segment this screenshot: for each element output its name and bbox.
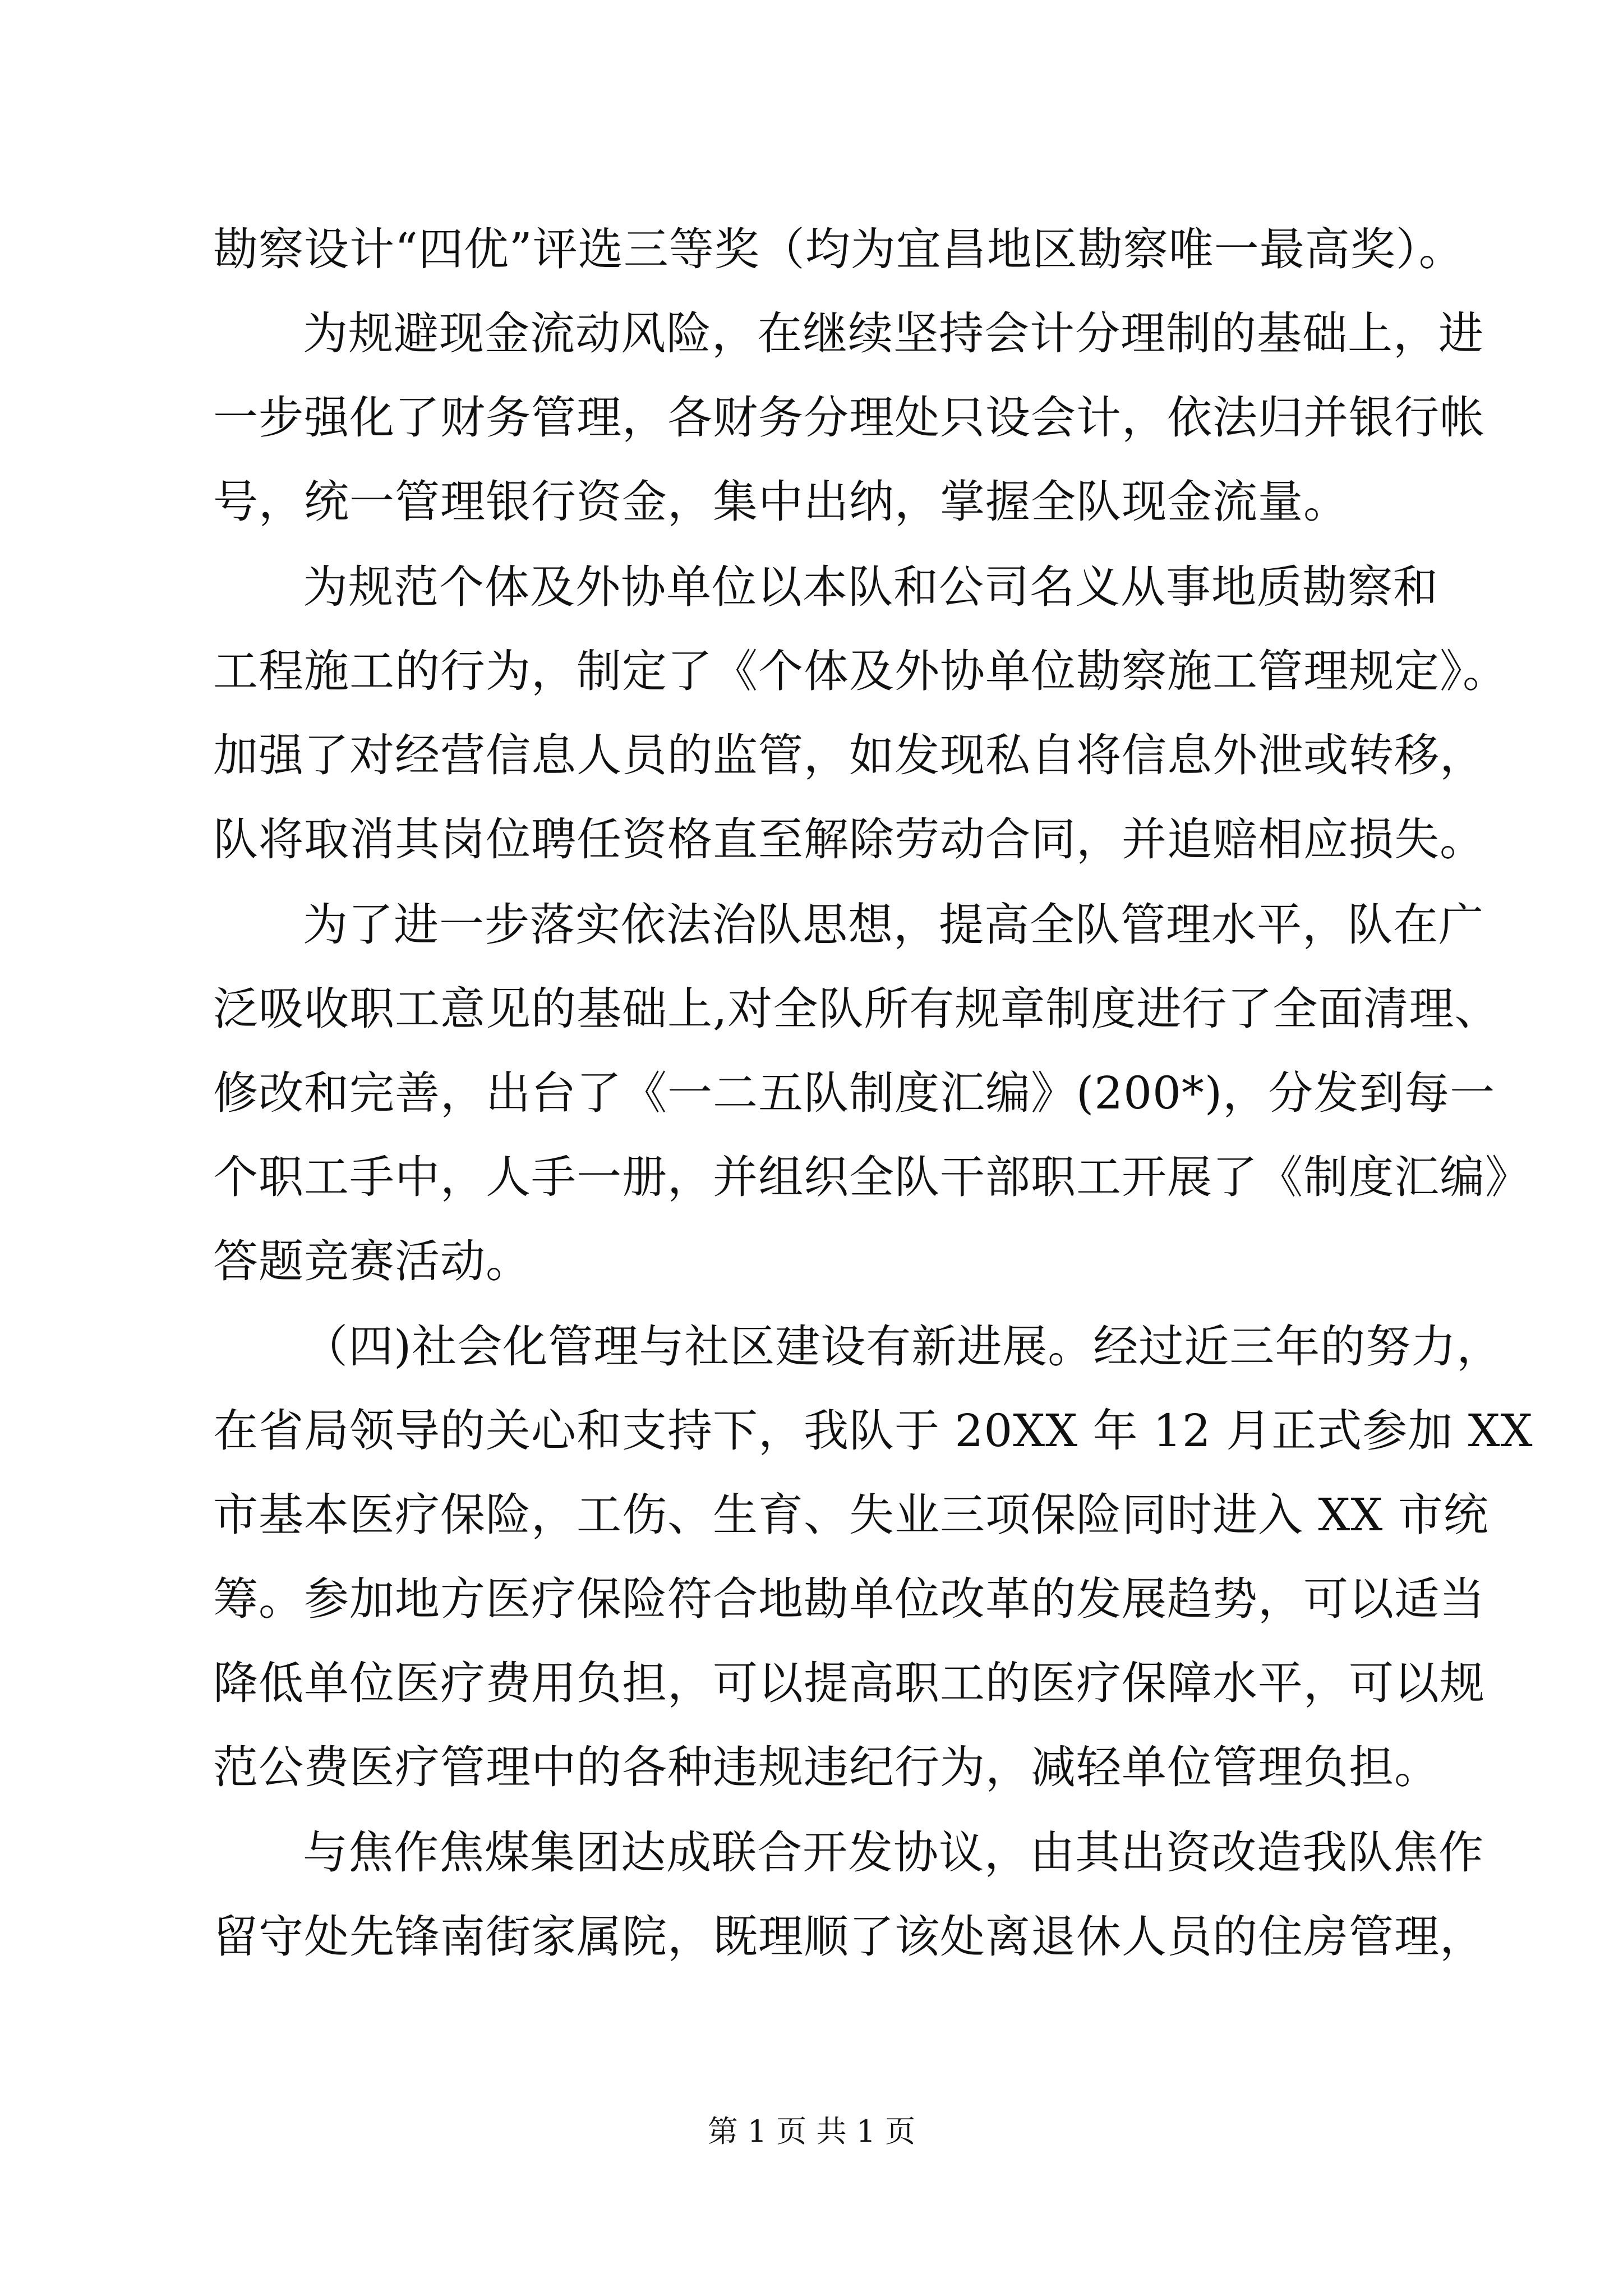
text-line-14: （四)社会化管理与社区建设有新进展。经过近三年的努力， <box>303 1320 1502 1373</box>
text-line-8: 队将取消其岗位聘任资格直至解除劳动合同，并追赔相应损失。 <box>213 813 1485 866</box>
text-line-13: 答题竞赛活动。 <box>213 1235 531 1287</box>
text-line-1: 勘察设计“四优”评选三等奖（均为宜昌地区勘察唯一最高奖）。 <box>213 223 1464 275</box>
text-line-15: 在省局领导的关心和支持下，我队于 20XX 年 12 月正式参加 XX <box>213 1405 1533 1457</box>
text-line-16: 市基本医疗保险，工伤、生育、失业三项保险同时进入 XX 市统 <box>213 1489 1489 1541</box>
text-line-18: 降低单位医疗费用负担，可以提高职工的医疗保障水平，可以规 <box>213 1657 1485 1709</box>
text-line-4: 号，统一管理银行资金，集中出纳，掌握全队现金流量。 <box>213 476 1349 528</box>
page-footer: 第 1 页 共 1 页 <box>707 2114 916 2149</box>
text-line-3: 一步强化了财务管理，各财务分理处只设会计，依法归并银行帐 <box>213 392 1485 444</box>
text-line-21: 留守处先锋南街家属院，既理顺了该处离退休人员的住房管理， <box>213 1911 1485 1963</box>
text-line-9: 为了进一步落实依法治队思想，提高全队管理水平，队在广 <box>303 899 1484 951</box>
text-line-10: 泛吸收职工意见的基础上,对全队所有规章制度进行了全面清理、 <box>213 983 1500 1035</box>
text-line-20: 与焦作焦煤集团达成联合开发协议，由其出资改造我队焦作 <box>303 1826 1484 1879</box>
text-line-11: 修改和完善，出台了《一二五队制度汇编》(200*)，分发到每一 <box>213 1067 1496 1119</box>
text-line-5: 为规范个体及外协单位以本队和公司名义从事地质勘察和 <box>303 561 1438 613</box>
text-line-7: 加强了对经营信息人员的监管，如发现私自将信息外泄或转移， <box>213 729 1485 781</box>
text-line-2: 为规避现金流动风险，在继续坚持会计分理制的基础上，进 <box>303 307 1484 360</box>
text-line-12: 个职工手中，人手一册，并组织全队干部职工开展了《制度汇编》 <box>213 1151 1530 1203</box>
text-line-19: 范公费医疗管理中的各种违规违纪行为，减轻单位管理负担。 <box>213 1741 1440 1793</box>
text-line-17: 筹。参加地方医疗保险符合地勘单位改革的发展趋势，可以适当 <box>213 1573 1485 1625</box>
text-line-6: 工程施工的行为，制定了《个体及外协单位勘察施工管理规定》。 <box>213 645 1508 697</box>
